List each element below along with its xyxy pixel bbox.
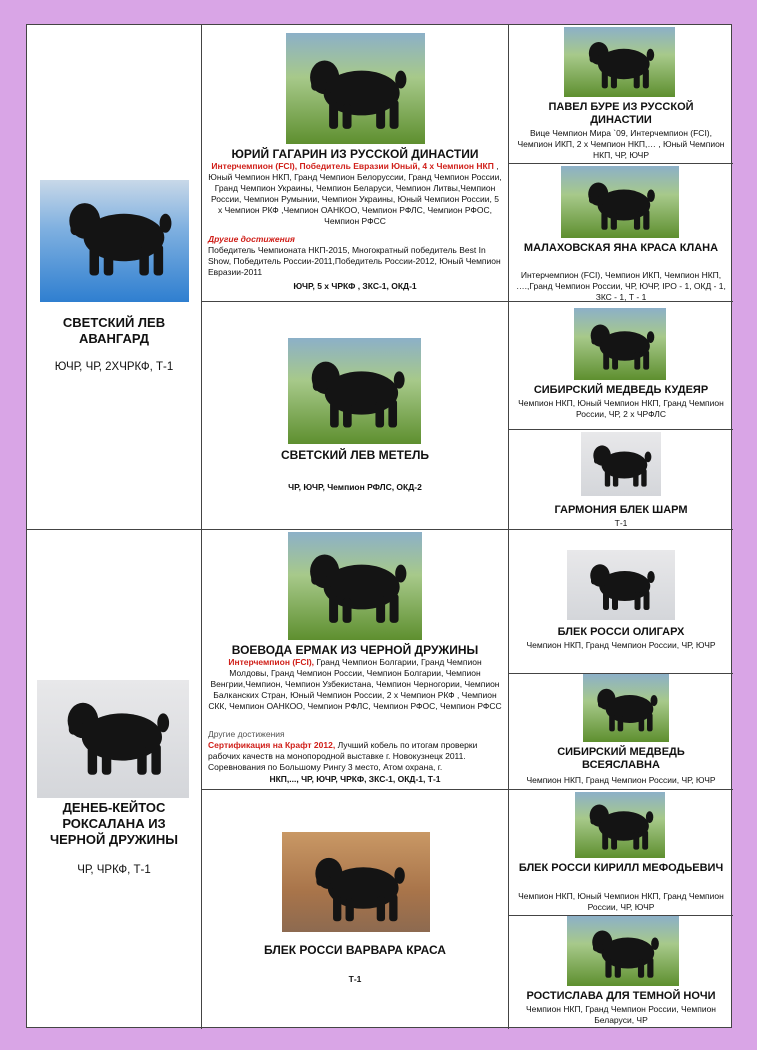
dam-name: ДЕНЕБ-КЕЙТОС РОКСАЛАНА ИЗ ЧЕРНОЙ ДРУЖИНЫ (50, 800, 178, 847)
gg8-titles: Чемпион НКП, Гранд Чемпион России, Чемпион Беларуси, ЧР (525, 1004, 716, 1025)
great-grandparent-5 (509, 530, 733, 673)
grandsire-1-titles (208, 161, 502, 227)
gg2-photo (561, 166, 679, 238)
gg8-name: РОСТИСЛАВА ДЛЯ ТЕМНОЙ НОЧИ (526, 990, 716, 1002)
gg1-name: ПАВЕЛ БУРЕ ИЗ РУССКОЙ ДИНАСТИИ (548, 101, 694, 126)
titles-body: Гранд Чемпион Болгарии, Гранд Чемпион Молдовы, Гранд Чемпион России, Чемпион Болгарии, Чемпион Венгрии,Чемпион, Чемпион Узбекистана, Чемпион Черногории, Чемпион Балканских Стран, Юный Чемпион России, 2 х Чемпион РКФ , Чемпион СКК, Чемпион ОАНКОО, Чемпион РФЛС, Чемпион РФОС, Чемпион РФСС (208, 657, 502, 711)
great-grandparent-7 (509, 790, 733, 915)
granddam-1-cell (202, 302, 508, 529)
grandsire-2-footer: НКП,..., ЧР, ЮЧР, ЧРКФ, ЗКС-1, ОКД-1, Т-1 (269, 774, 441, 784)
sire-cell (27, 25, 201, 529)
grandsire-1-name: ЮРИЙ ГАГАРИН ИЗ РУССКОЙ ДИНАСТИИ (231, 147, 479, 161)
grandsire-2-name: ВОЕВОДА ЕРМАК ИЗ ЧЕРНОЙ ДРУЖИНЫ (231, 643, 479, 657)
granddam-2-cell (202, 790, 508, 1029)
gg7-name: БЛЕК РОССИ КИРИЛЛ МЕФОДЬЕВИЧ (518, 862, 724, 874)
gg6-titles: Чемпион НКП, Гранд Чемпион России, ЧР, ЮЧР (526, 775, 716, 785)
granddam-1-titles: ЧР, ЮЧР, Чемпион РФЛС, ОКД-2 (288, 482, 422, 492)
great-grandparent-4 (509, 430, 733, 529)
gg3-name: СИБИРСКИЙ МЕДВЕДЬ КУДЕЯР (533, 384, 709, 396)
grandsire-1-footer: ЮЧР, 5 х ЧРКФ , ЗКС-1, ОКД-1 (293, 281, 417, 291)
gg3-photo (574, 308, 666, 380)
gg6-name: СИБИРСКИЙ МЕДВЕДЬ ВСЕЯСЛАВНА (557, 746, 685, 771)
cert-text: Лучший кобель по итогам проверки рабочих качеств на монопородной выставке г. Новокузнецк 2011. Соревнования по Большому Рингу 3 место, Атом охрана, г. (208, 740, 478, 772)
great-grandparent-2 (509, 164, 733, 302)
great-grandparent-3 (509, 302, 733, 429)
titles-body: , Юный Чемпион НКП, Гранд Чемпион Белоруссии, Гранд Чемпион России, Гранд Чемпион Украины, Чемпион Беларуси, Чемпион Литвы,Чемпион России, Чемпион Румынии, Чемпион Украины, Юный Чемпион России, 5 х Чемпион РКФ ,Чемпион ОАНКОО, Чемпион РФЛС, Чемпион РФОС, Чемпион РФСС (208, 161, 502, 226)
grandsire-1-cell (202, 25, 508, 301)
gg2-titles: Интерчемпион (FCI), Чемпион ИКП, Чемпион НКП, ….,Гранд Чемпион России, ЧР, ЮЧР, IPO - 1, ОКД - 1, ЗКС - 1, Т - 1 (516, 270, 726, 302)
other-text: Победитель Чемпионата НКП-2015, Многократный победитель Best In Show, Победитель России-2011,Победитель России-2012, Юный Чемпион Евразии-2011 (208, 245, 501, 277)
great-grandparent-6 (509, 674, 733, 789)
gg7-titles: Чемпион НКП, Юный Чемпион НКП, Гранд Чемпион России, ЧР, ЮЧР (518, 891, 724, 912)
gg5-name: БЛЕК РОССИ ОЛИГАРХ (557, 626, 685, 638)
grandsire-2-other (208, 729, 502, 773)
granddam-1-name: СВЕТСКИЙ ЛЕВ МЕТЕЛЬ (280, 448, 430, 462)
grandsire-1-photo (286, 33, 425, 144)
red-titles: Интерчемпион (FCI), Победитель Евразии Юный, 4 х Чемпион НКП (211, 161, 494, 171)
gg6-photo (583, 674, 669, 742)
other-label: Другие достижения (208, 234, 295, 244)
gg4-photo (581, 432, 661, 496)
gg3-titles: Чемпион НКП, Юный Чемпион НКП, Гранд Чемпион России, ЧР, 2 х ЧРФЛС (518, 398, 724, 419)
dam-photo (37, 680, 189, 798)
gg8-photo (567, 916, 679, 986)
granddam-2-name: БЛЕК РОССИ ВАРВАРА КРАСА (264, 943, 446, 957)
sire-titles: ЮЧР, ЧР, 2ХЧРКФ, Т-1 (54, 361, 174, 373)
granddam-1-photo (288, 338, 421, 444)
gg1-titles: Вице Чемпион Мира `09, Интерчемпион (FCI), Чемпион ИКП, 2 х Чемпион НКП,… , Юный Чемпион НКП, ЧР, ЮЧР (517, 128, 725, 160)
great-grandparent-1 (509, 25, 733, 163)
gg2-name: МАЛАХОВСКАЯ ЯНА КРАСА КЛАНА (523, 242, 719, 254)
granddam-2-photo (282, 832, 430, 932)
grandsire-2-photo (288, 532, 422, 640)
grandsire-2-titles (208, 657, 502, 712)
great-grandparent-8 (509, 916, 733, 1029)
dam-cell (27, 530, 201, 1029)
grandsire-1-other (208, 234, 502, 278)
gg4-titles: Т-1 (614, 518, 628, 528)
red-titles: Интерчемпион (FCI), (228, 657, 315, 667)
gg1-photo (564, 27, 675, 97)
granddam-2-titles: Т-1 (348, 974, 362, 984)
gg5-photo (567, 550, 675, 620)
sire-name: СВЕТСКИЙ ЛЕВ АВАНГАРД (62, 315, 166, 346)
dam-titles: ЧР, ЧРКФ, Т-1 (77, 864, 151, 876)
gg5-titles: Чемпион НКП, Гранд Чемпион России, ЧР, ЮЧР (526, 640, 716, 650)
sire-photo (40, 180, 189, 302)
gg4-name: ГАРМОНИЯ БЛЕК ШАРМ (554, 504, 688, 516)
grandsire-2-cell (202, 530, 508, 789)
pedigree-sheet (26, 24, 732, 1028)
other-label: Другие достижения (208, 729, 285, 739)
gg7-photo (575, 792, 665, 858)
cert-red: Сертификация на Крафт 2012, (208, 740, 336, 750)
